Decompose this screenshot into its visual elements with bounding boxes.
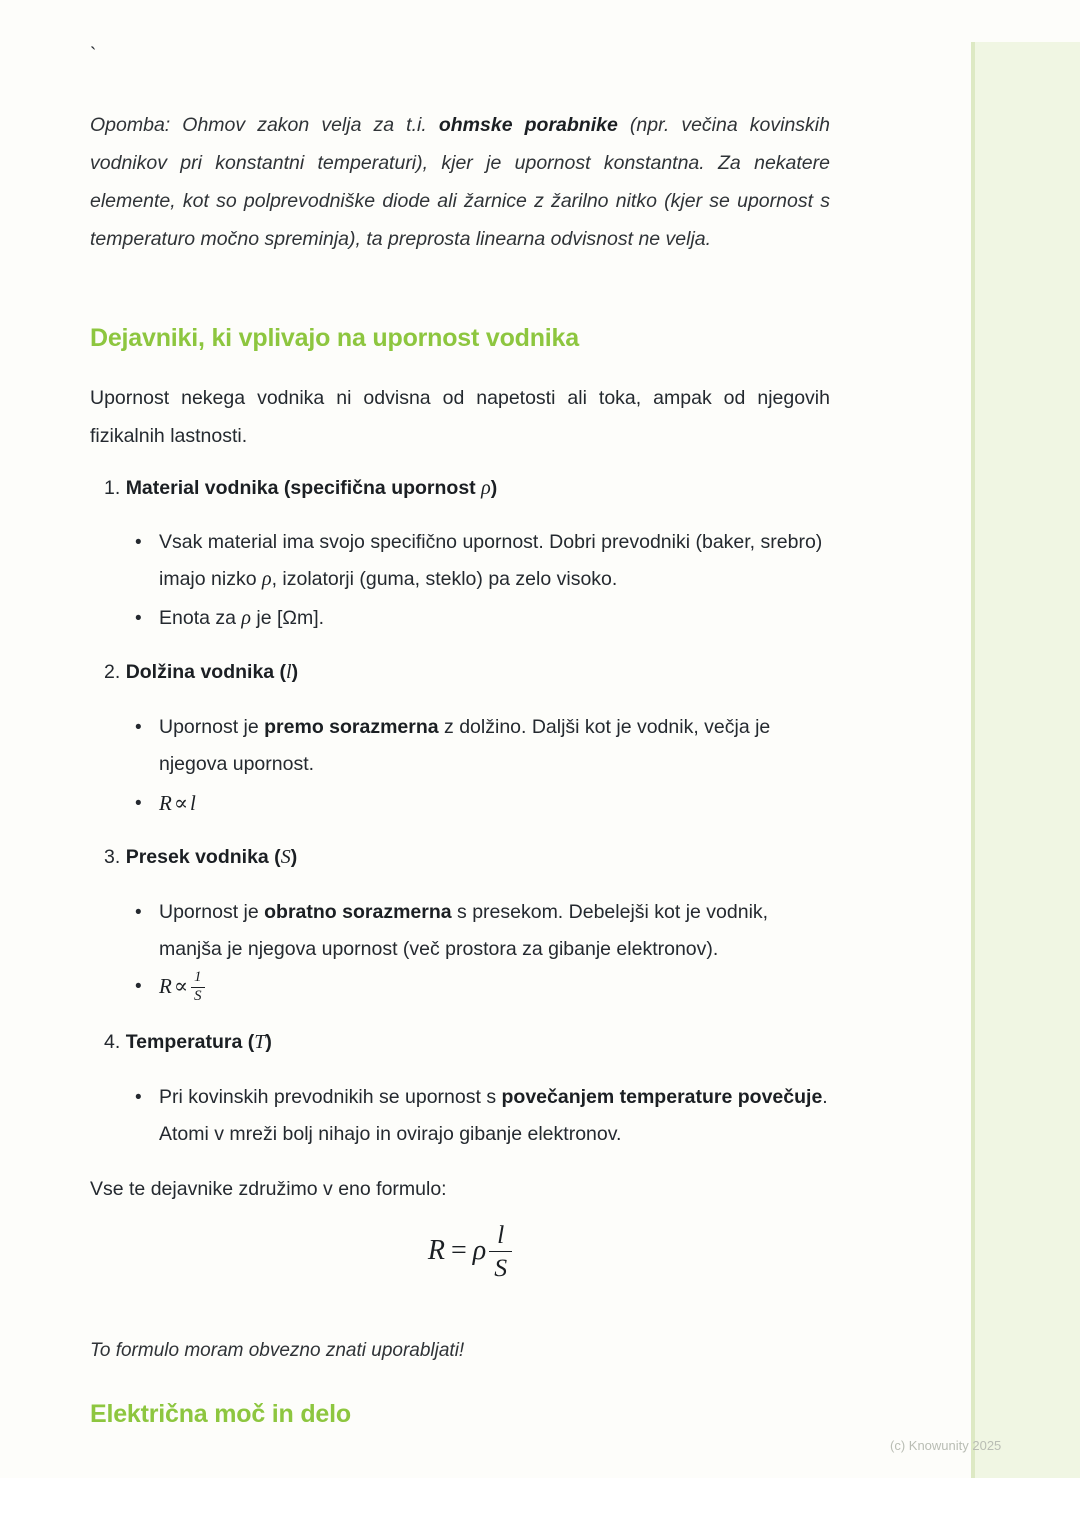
bullet-1-1-symbol-rho: ρ: [261, 568, 272, 590]
list-item-2-title-before: Dolžina vodnika (: [125, 661, 287, 683]
list-item-3-number: 3.: [104, 846, 121, 868]
list-item-3-symbol-s: S: [280, 846, 291, 868]
opomba-bold-term: ohmske porabnike: [438, 114, 618, 136]
list-item-1-symbol-rho: ρ: [481, 477, 491, 499]
opomba-rest-text: (npr. večina kovinskih vodnikov pri konstantni temperaturi), kjer je upornost konstantna. Za nekatere elemente, kot so polprevodniške diode ali žarnice z žarilno nitko (kjer se upornost s temperaturo močno spreminja), ta preprosta linearna odvisnost ne velja.: [90, 114, 830, 250]
bullet-3-1-part1: Upornost je: [159, 901, 265, 923]
opomba-lead-text: Opomba: Ohmov zakon velja za t.i.: [90, 114, 439, 136]
bullet-2-2-formula: [135, 785, 835, 822]
bullet-1-2-symbol-rho: ρ: [241, 607, 251, 629]
heading-elektricna-moc-in-delo: Električna moč in delo: [90, 1400, 351, 1428]
bullet-3-1-part2: s presekom. Debelejši kot je vodnik, manjša je njegova upornost (več prostora za gibanje elektronov).: [159, 901, 769, 960]
fraction-denominator: S: [494, 1253, 508, 1283]
list-item-2-title-after: ): [291, 661, 299, 683]
list-item-1-title-after: ): [490, 477, 498, 499]
display-formula-resistance: [0, 1222, 940, 1283]
bullet-3-1-bold: obratno sorazmerna: [264, 901, 452, 923]
equals-operator: =: [450, 1234, 467, 1266]
bullet-2-1-bold: premo sorazmerna: [264, 716, 439, 738]
list-item-4-title-after: ): [265, 1031, 272, 1053]
copyright-watermark: (c) Knowunity 2025: [890, 1438, 1002, 1453]
fraction-bar: [489, 1251, 512, 1252]
paragraph-closing-note: To formulo moram obvezno znati uporabljati!: [90, 1340, 465, 1361]
bullet-dot-icon: •: [135, 608, 142, 629]
list-item-2-number: 2.: [104, 661, 121, 683]
bullet-1-1: [135, 524, 835, 598]
list-item-3-title-before: Presek vodnika (: [125, 846, 281, 868]
proportional-operator: ∝: [173, 791, 189, 815]
list-item-1-title-before: Material vodnika (specifična upornost: [125, 477, 482, 499]
bullet-1-1-part2: , izolatorji (guma, steklo) pa zelo visoko.: [271, 568, 618, 590]
fraction-numerator: 1: [194, 968, 202, 985]
display-formula-rho: ρ: [472, 1234, 487, 1266]
proportional-operator: ∝: [173, 974, 189, 998]
list-item-1-heading: [104, 473, 497, 503]
heading-dejavniki: Dejavniki, ki vplivajo na upornost vodnika: [90, 324, 579, 352]
list-item-3-title-after: ): [290, 846, 298, 868]
bullet-dot-icon: •: [135, 902, 142, 923]
list-item-2-symbol-l: l: [286, 661, 292, 683]
stray-backtick-mark: `: [90, 45, 97, 66]
fraction-l-over-s: [489, 1221, 512, 1282]
bullet-2-1-part1: Upornost je: [159, 716, 265, 738]
display-formula-lhs: R: [427, 1234, 445, 1266]
formula-r-prop-s-lhs: R: [159, 974, 172, 998]
bullet-1-2-part2: je [Ωm].: [251, 607, 325, 629]
bullet-4-1-part1: Pri kovinskih prevodnikih se upornost s: [159, 1086, 502, 1108]
bullet-dot-icon: •: [135, 532, 142, 553]
bullet-4-1-bold: povečanjem temperature povečuje: [501, 1086, 823, 1108]
bullet-1-2-part1: Enota za: [159, 607, 242, 629]
formula-r-prop-l-lhs: R: [159, 791, 172, 815]
bullet-2-1: [135, 709, 835, 783]
bullet-1-1-part1: Vsak material ima svojo specifično upornost. Dobri prevodniki (baker, srebro) imajo nizko: [159, 531, 823, 590]
bullet-3-1: [135, 894, 835, 968]
bullet-4-1-part2: . Atomi v mreži bolj nihajo in ovirajo gibanje elektronov.: [159, 1086, 828, 1145]
opomba-note-paragraph: [90, 106, 830, 258]
list-item-2-heading: [104, 657, 298, 687]
bullet-dot-icon: •: [135, 1087, 142, 1108]
paragraph-conclusion-intro: Vse te dejavnike združimo v eno formulo:: [90, 1178, 447, 1200]
list-item-4-title-before: Temperatura (: [125, 1031, 255, 1053]
formula-r-prop-l: [159, 785, 835, 822]
list-item-3-heading: [104, 842, 297, 872]
fraction-denominator: S: [194, 987, 202, 1004]
bullet-4-1-text: [159, 1079, 835, 1153]
bullet-1-2: [135, 600, 835, 637]
bullet-3-2-formula: [135, 968, 835, 1006]
bullet-2-1-part2: z dolžino. Daljši kot je vodnik, večja je njegova upornost.: [159, 716, 771, 775]
bullet-3-1-text: [159, 894, 835, 968]
list-item-1-number: 1.: [104, 477, 121, 499]
fraction-numerator: l: [497, 1220, 505, 1249]
fraction-1-over-s: [191, 970, 205, 1005]
list-item-4-heading: [104, 1027, 272, 1057]
bullet-1-1-text: [159, 524, 835, 598]
bullet-4-1: [135, 1079, 835, 1153]
bullet-dot-icon: •: [135, 793, 142, 814]
bullet-2-1-text: [159, 709, 835, 783]
bullet-1-2-text: [159, 600, 835, 637]
formula-r-prop-l-rhs: l: [190, 791, 196, 815]
formula-r-prop-1-over-s: [159, 968, 835, 1006]
paragraph-upornost-intro: Upornost nekega vodnika ni odvisna od napetosti ali toka, ampak od njegovih fizikalnih lastnosti.: [90, 387, 830, 447]
list-item-4-number: 4.: [104, 1031, 121, 1053]
list-item-4-symbol-t: T: [254, 1031, 266, 1053]
green-side-band: [975, 42, 1080, 1478]
bullet-dot-icon: •: [135, 717, 142, 738]
bullet-dot-icon: •: [135, 976, 142, 997]
